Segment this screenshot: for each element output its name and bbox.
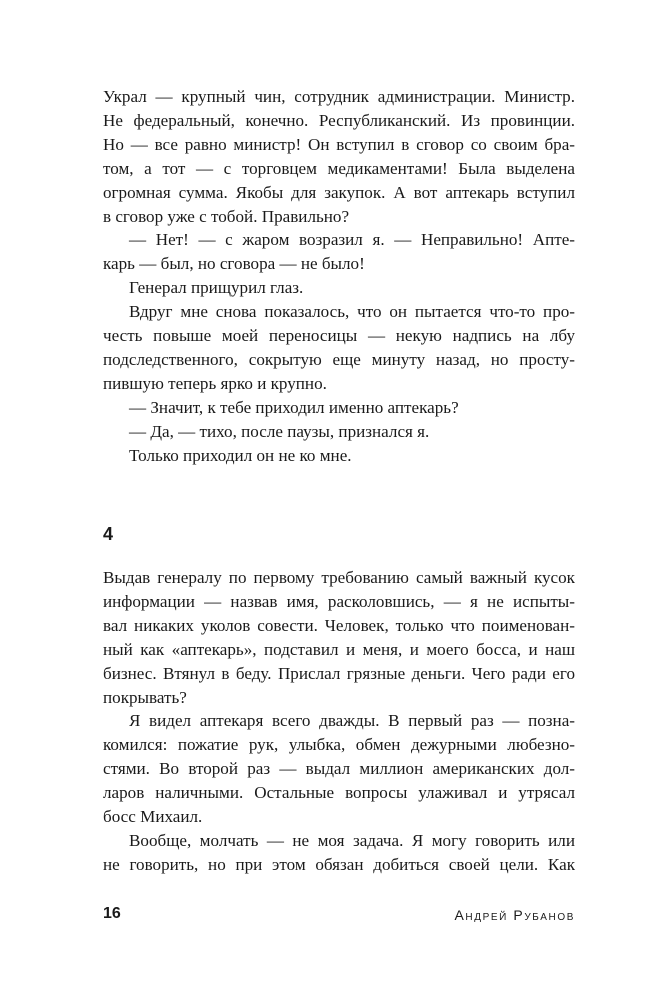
text-line: огромная сумма. Якобы для закупок. А вот аптекарь вступил: [103, 182, 575, 202]
text-line: покрывать?: [103, 687, 187, 707]
text-line: Вдруг мне снова показалось, что он пытается что-то про-: [129, 302, 575, 322]
text-line: Генерал прищурил глаз.: [129, 278, 304, 298]
text-line: — Значит, к тебе приходил именно аптекарь?: [129, 397, 459, 417]
text-line: Я видел аптекаря всего дважды. В первый раз — позна-: [129, 711, 575, 731]
text-line: стями. Во второй раз — выдал миллион американских дол-: [103, 759, 575, 779]
paragraph: [103, 228, 575, 276]
text-line: ларов наличными. Остальные вопросы улаживал и утрясал: [103, 783, 575, 803]
text-line: Выдав генералу по первому требованию самый важный кусок: [103, 568, 575, 587]
text-line: комился: пожатие рук, улыбка, обмен дежурными любезно-: [103, 735, 575, 755]
paragraph: [103, 444, 575, 468]
text-section-bottom: [103, 566, 575, 877]
text-line: Вообще, молчать — не моя задача. Я могу говорить или: [129, 830, 575, 850]
paragraph: [103, 276, 575, 300]
page-number: 16: [103, 905, 121, 922]
paragraph: [103, 709, 575, 829]
text-line: информации — назвав имя, расколовшись, — я не испыты-: [103, 591, 575, 611]
text-line: Но — все равно министр! Он вступил в сговор со своим бра-: [103, 134, 575, 154]
text-line: ный как «аптекарь», подставил и меня, и моего босса, и наш: [103, 639, 575, 659]
text-line: — Да, — тихо, после паузы, признался я.: [129, 421, 430, 441]
text-line: в сговор уже с тобой. Правильно?: [103, 206, 350, 226]
text-line: честь повыше моей переносицы — некую надпись на лбу: [103, 326, 575, 346]
paragraph: [103, 566, 575, 709]
text-section-top: [103, 85, 575, 468]
paragraph: [103, 420, 575, 444]
text-line: Только приходил он не ко мне.: [129, 445, 352, 465]
text-line: том, а тот — с торговцем медикаментами! Была выделена: [103, 158, 575, 178]
paragraph: [103, 396, 575, 420]
chapter-number: 4: [103, 524, 114, 544]
paragraph: [103, 85, 575, 228]
text-line: Украл — крупный чин, сотрудник администрации. Министр.: [103, 87, 575, 106]
text-line: карь — был, но сговора — не было!: [103, 254, 365, 274]
text-line: вал никаких уколов совести. Человек, только что поименован-: [103, 615, 575, 635]
text-line: Не федеральный, конечно. Республиканский. Из провинции.: [103, 110, 575, 130]
text-line: подследственного, сокрытую еще минуту назад, но просту-: [103, 349, 575, 369]
text-line: бизнес. Втянул в беду. Прислал грязные деньги. Чего ради его: [103, 663, 575, 683]
text-line: пившую теперь ярко и крупно.: [103, 373, 327, 393]
paragraph: [103, 300, 575, 396]
text-line: не говорить, но при этом обязан добиться своей цели. Как: [103, 854, 575, 874]
running-footer-author: Андрей Рубанов: [454, 907, 575, 923]
paragraph: [103, 829, 575, 877]
text-line: — Нет! — с жаром возразил я. — Неправильно! Апте-: [129, 230, 575, 250]
text-line: босс Михаил.: [103, 807, 203, 827]
